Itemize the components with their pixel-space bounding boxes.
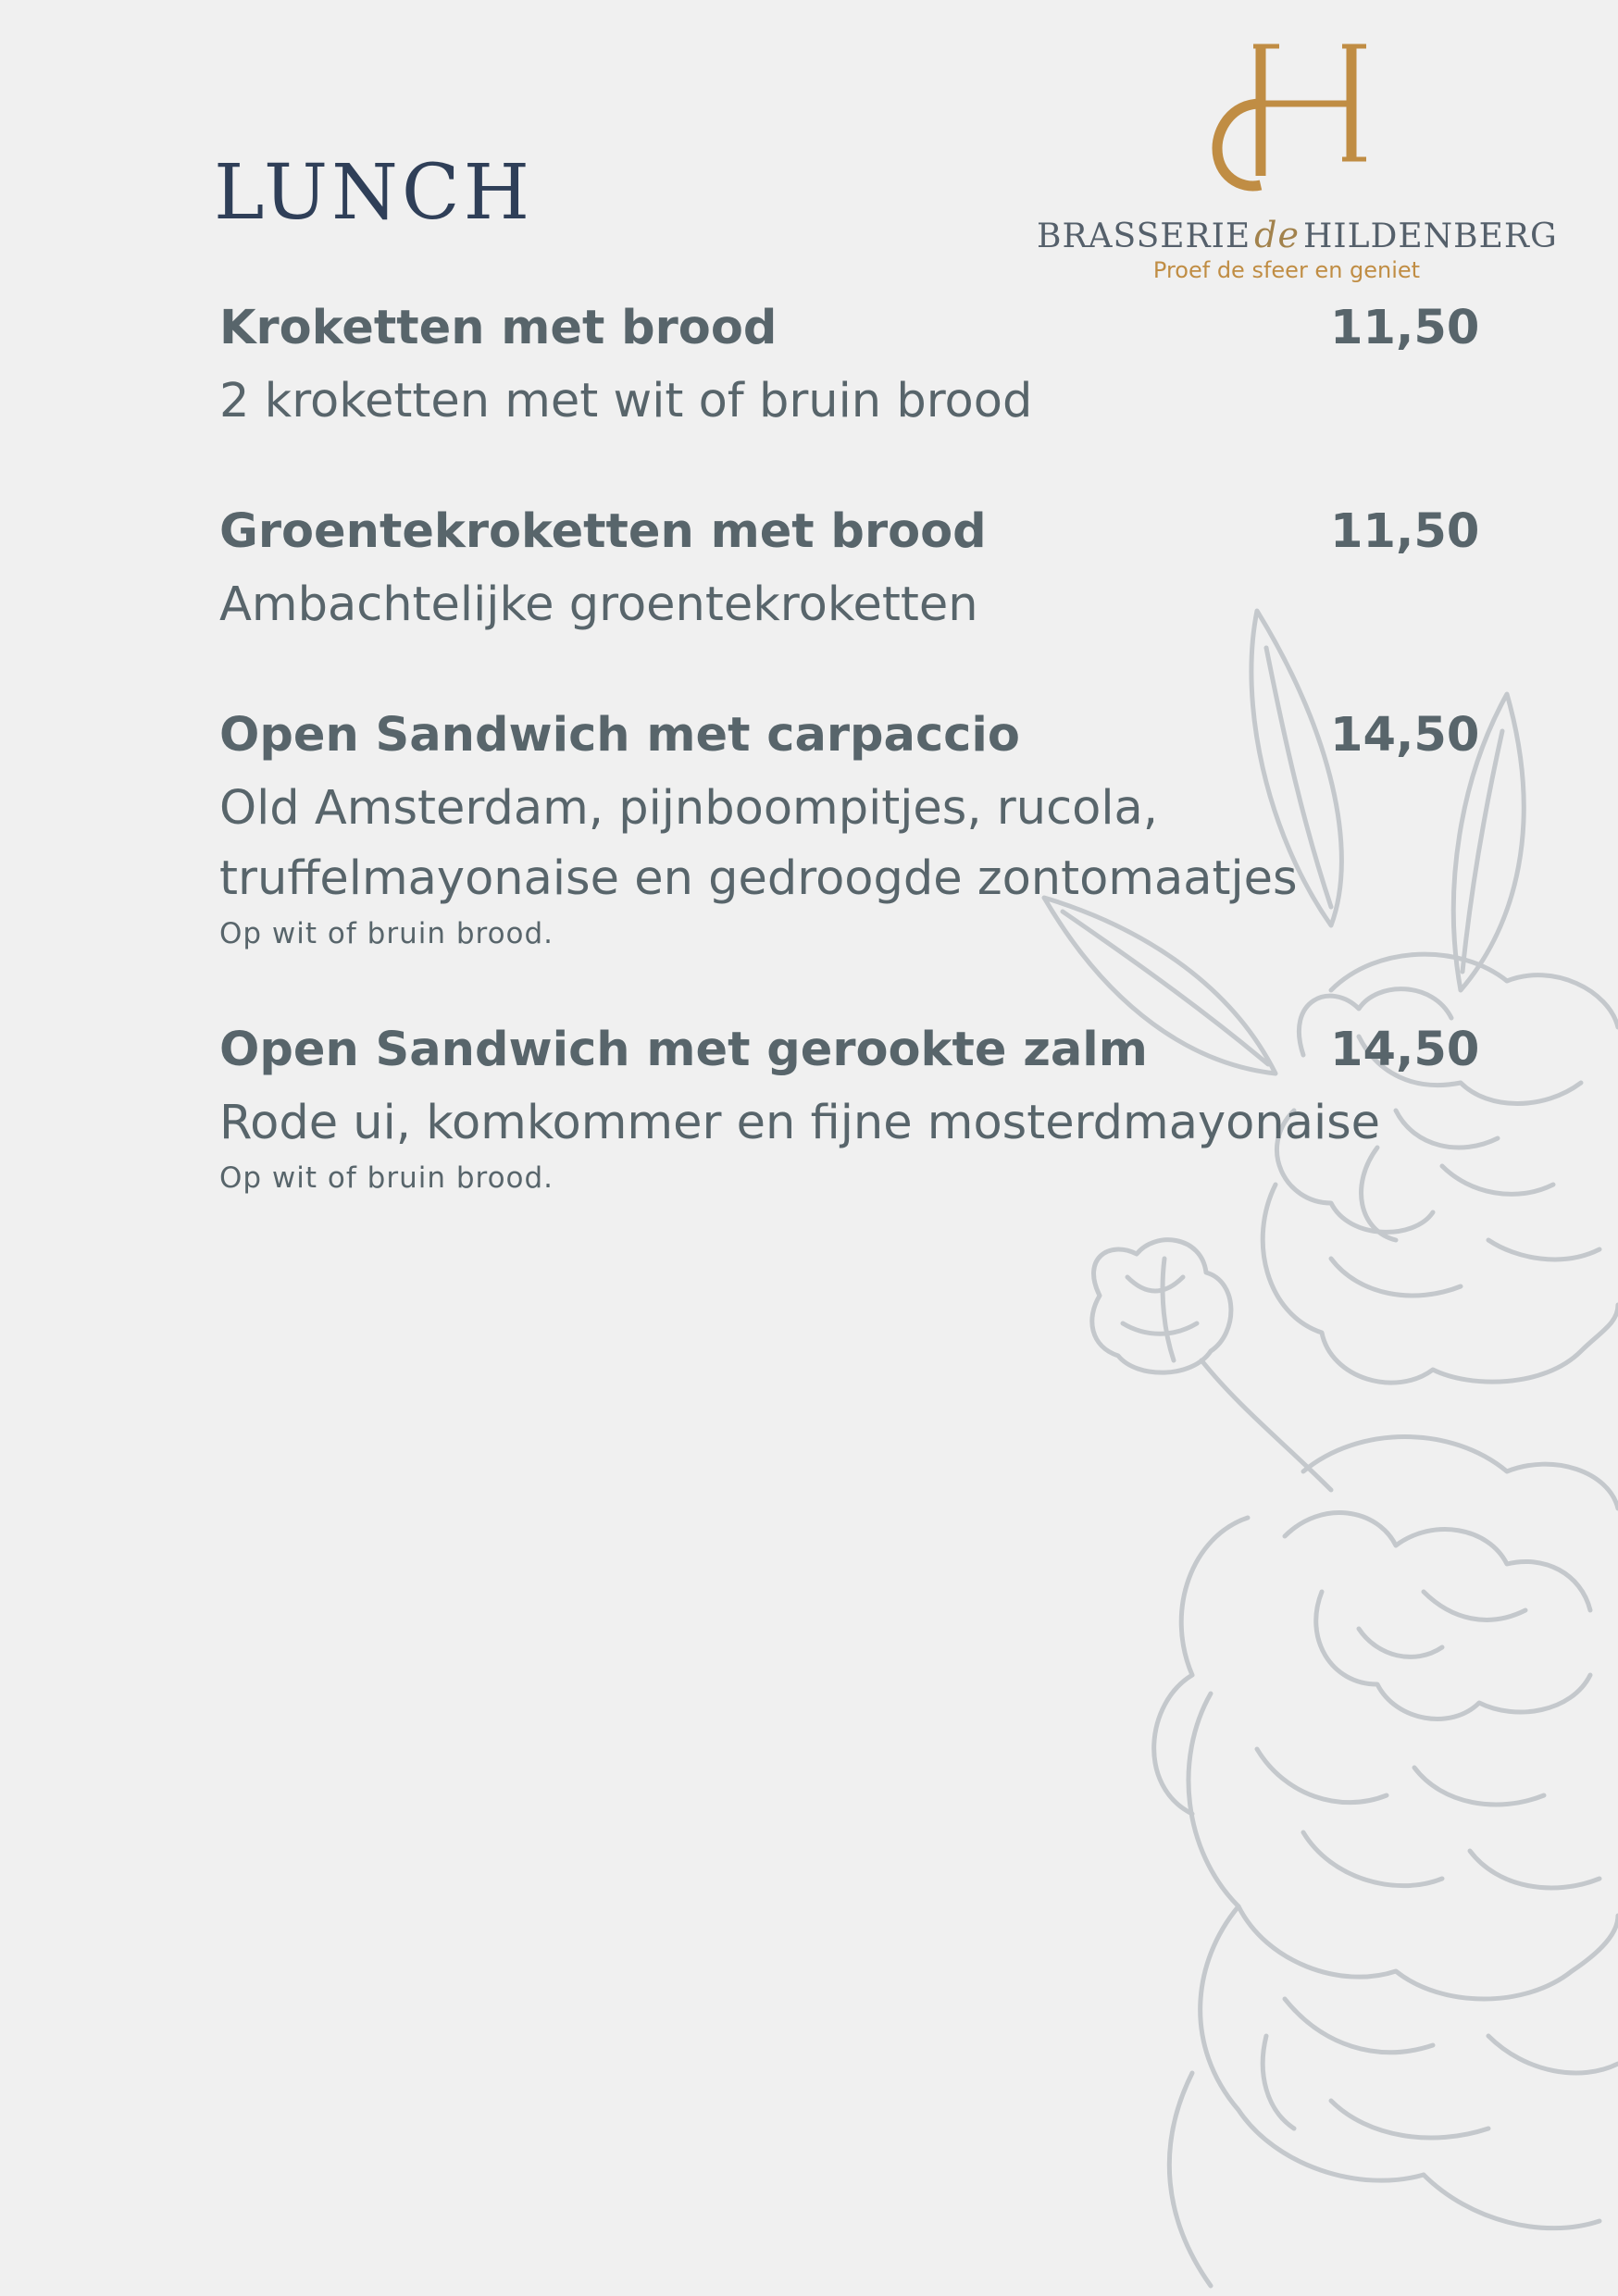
menu-item-price: 14,50 [1330,708,1480,763]
menu-item-description: Ambachtelijke groentekroketten [219,577,978,632]
brand-logo [1027,37,1558,296]
menu-item-name: Groentekroketten met brood [219,504,987,559]
menu-item-note: Op wit of bruin brood. [219,917,554,950]
brand-name-left: BRASSERIE [1037,217,1251,255]
dh-monogram-icon [1176,37,1398,199]
menu-item-note: Op wit of bruin brood. [219,1161,554,1195]
brand-tagline: Proef de sfeer en geniet [1152,257,1421,283]
menu-item [219,708,1478,952]
menu-item-price: 14,50 [1330,1023,1480,1077]
menu-item-price: 11,50 [1330,301,1480,355]
menu-item-description: Rode ui, komkommer en fijne mosterdmayonaise [219,1096,1381,1150]
menu-item-name: Open Sandwich met gerookte zalm [219,1023,1148,1077]
menu-item-name: Kroketten met brood [219,301,778,355]
menu-item [219,1023,1478,1197]
brand-name-mid: de [1254,215,1300,255]
menu-item-description: Old Amsterdam, pijnboompitjes, rucola, [219,781,1158,836]
brand-name-right: HILDENBERG [1302,217,1558,255]
menu-item [219,504,1478,639]
menu-item-description: 2 kroketten met wit of bruin brood [219,374,1033,428]
page-title: LUNCH [214,149,534,237]
menu-item-name: Open Sandwich met carpaccio [219,708,1020,763]
menu-item-description: truffelmayonaise en gedroogde zontomaatjes [219,851,1298,906]
menu-item-price: 11,50 [1330,504,1480,559]
menu-item [219,301,1478,436]
brand-name [1037,215,1558,255]
